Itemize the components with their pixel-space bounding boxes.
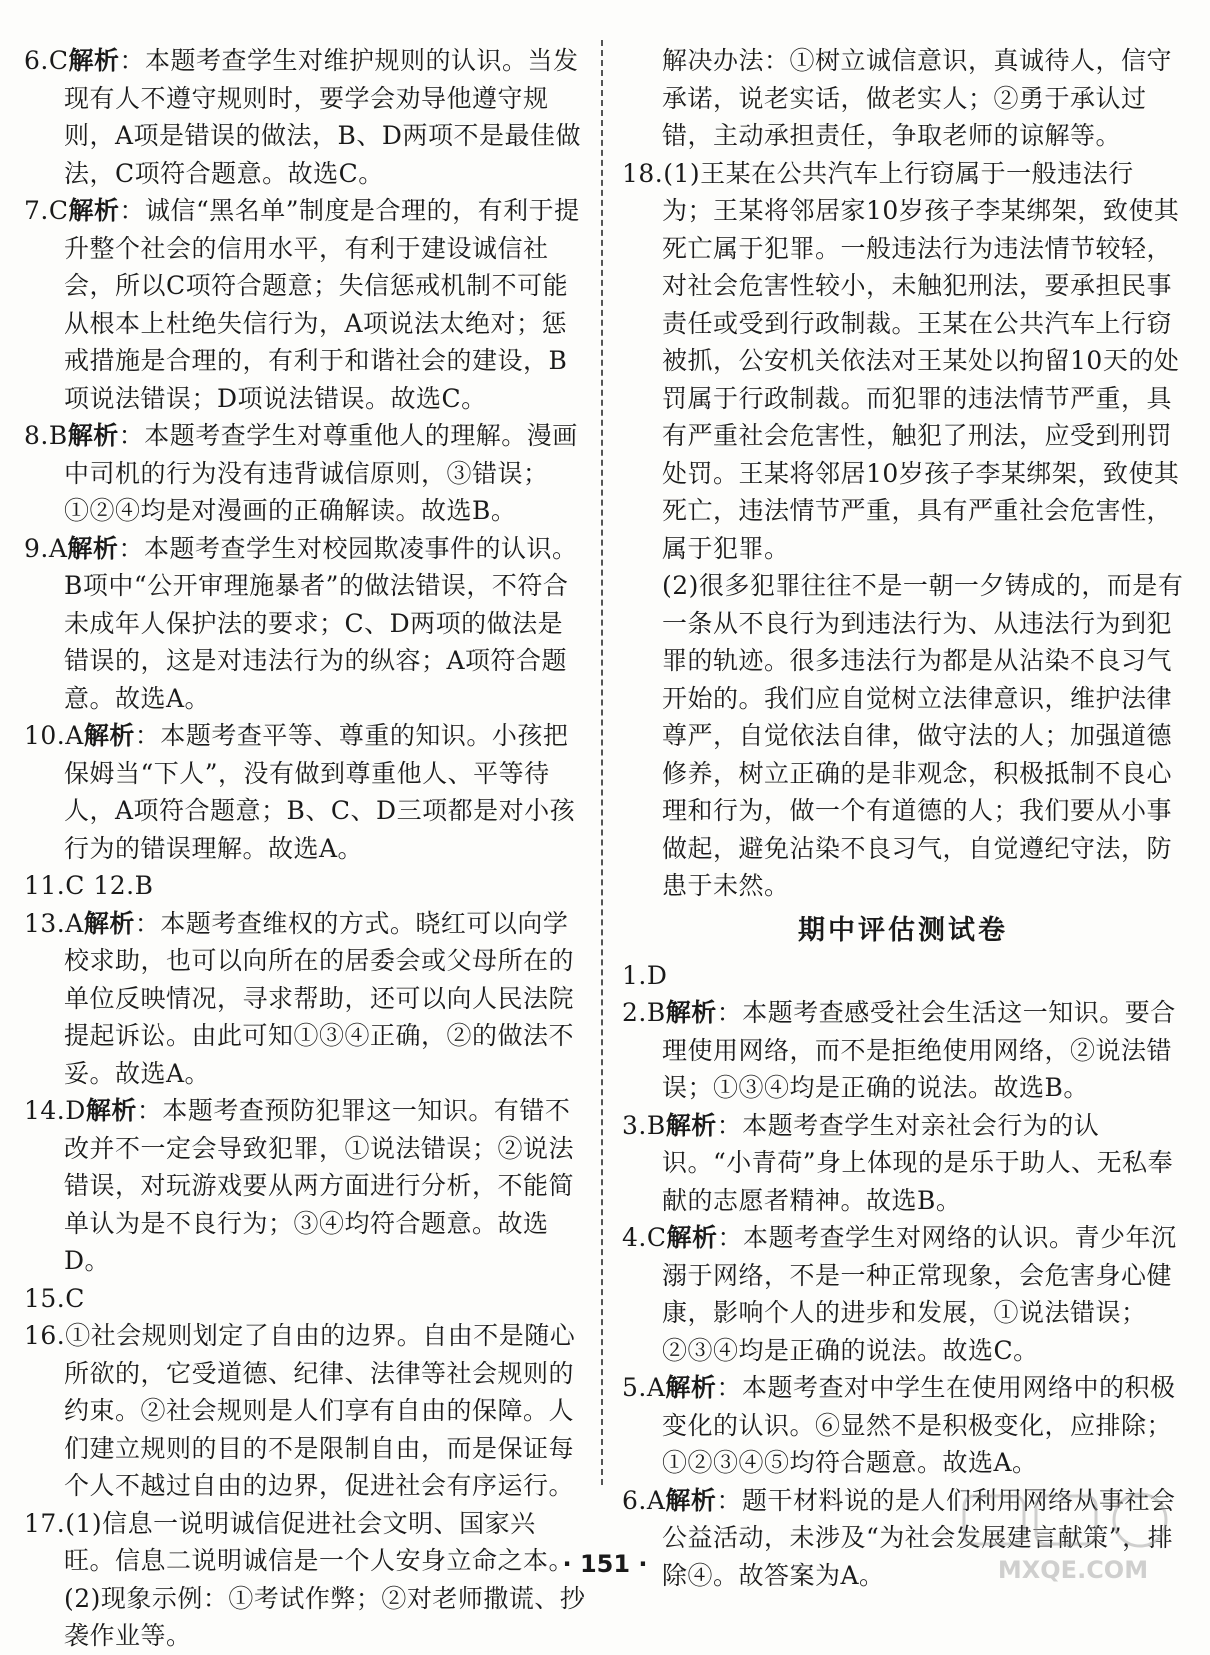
- answer-entry: [24, 192, 586, 417]
- analysis-label: 解析: [67, 533, 119, 563]
- answer-text: ：本题考查学生对尊重他人的理解。漫画中司机的行为没有违背诚信原则，③错误；①②④均是对漫画的正确解读。故选B。: [64, 421, 578, 525]
- answer-number: 6.C: [24, 46, 69, 75]
- answer-entry: [24, 42, 586, 192]
- answer-entry: [622, 567, 1184, 905]
- page-number: · 151 ·: [562, 1550, 648, 1578]
- answer-text: ：本题考查学生对网络的认识。青少年沉溺于网络，不是一种正常现象，会危害身心健康，影响个人的进步和发展，①说法错误；②③④均是正确的说法。故选C。: [662, 1223, 1177, 1365]
- answer-entry: [622, 1369, 1184, 1482]
- analysis-label: 解析: [83, 908, 135, 938]
- answer-text: (2)现象示例：①考试作弊；②对老师撒谎、抄袭作业等。: [64, 1583, 586, 1650]
- answer-entry: [24, 530, 586, 718]
- analysis-label: 解析: [665, 1485, 717, 1515]
- answer-entry: [622, 1219, 1184, 1369]
- analysis-label: 解析: [666, 1223, 718, 1252]
- analysis-label: 解析: [83, 721, 135, 750]
- answer-number: 11.C: [24, 871, 85, 900]
- answer-entry: [24, 867, 586, 905]
- answer-entry: [24, 1317, 586, 1505]
- answer-number: 8.B: [24, 421, 68, 450]
- analysis-label: 解析: [68, 46, 120, 75]
- answer-number: 6.A: [622, 1485, 666, 1515]
- answer-text: (1)信息一说明诚信促进社会文明、国家兴旺。信息二说明诚信是一个人安身立命之本。: [64, 1508, 575, 1575]
- answer-number: 14.D: [24, 1096, 86, 1125]
- answer-entry: [622, 994, 1184, 1107]
- analysis-label: 解析: [665, 1110, 717, 1140]
- answer-entry: [24, 1580, 586, 1655]
- answer-number: 2.B: [622, 998, 666, 1027]
- answer-number: 10.A: [24, 721, 84, 750]
- section-title: 期中评估测试卷: [798, 914, 1008, 946]
- left-column: [24, 42, 586, 1655]
- answer-entry: [24, 717, 586, 867]
- answer-number: 13.A: [24, 908, 84, 938]
- answer-text: ：本题考查维权的方式。晓红可以向学校求助，也可以向所在的居委会或父母所在的单位反映情况，寻求帮助，还可以向人民法院提起诉讼。由此可知①③④正确，②的做法不妥。故选A。: [64, 908, 575, 1088]
- answer-entry: [622, 1107, 1184, 1220]
- answer-text: ：本题考查学生对校园欺凌事件的认识。B项中“公开审理施暴者”的做法错误，不符合未成年人保护法的要求；C、D两项的做法是错误的，这是对违法行为的纵容；A项符合题意。故选A。: [64, 533, 578, 713]
- answer-text: ：本题考查对中学生在使用网络中的积极变化的认识。⑥显然不是积极变化，应排除；①②③④⑤均符合题意。故选A。: [662, 1373, 1176, 1477]
- answer-text: ：本题考查学生对维护规则的认识。当发现有人不遵守规则时，要学会劝导他遵守规则，A项是错误的做法，B、D两项不是最佳做法，C项符合题意。故选C。: [64, 46, 581, 188]
- analysis-label: 解析: [85, 1096, 137, 1125]
- answer-text: ：诚信“黑名单”制度是合理的，有利于提升整个社会的信用水平，有利于建设诚信社会，所以C项符合题意；失信惩戒机制不可能从根本上杜绝失信行为，A项说法太绝对；惩戒措施是合理的，有利于和谐社会的建设，B项说法错误；D项说法错误。故选C。: [64, 196, 580, 413]
- answer-text: (2)很多犯罪往往不是一朝一夕铸成的，而是有一条从不良行为到违法行为、从违法行为到犯罪的轨迹。很多违法行为都是从沾染不良习气开始的。我们应自觉树立法律意识，维护法律尊严，自觉依法自律，做守法的人；加强道德修养，树立正确的是非观念，积极抵制不良心理和行为，做一个有道德的人；我们要从小事做起，避免沾染不良习气，自觉遵纪守法，防患于未然。: [662, 571, 1184, 900]
- analysis-label: 解析: [665, 998, 717, 1027]
- watermark-text: MXQE.COM: [997, 1556, 1149, 1584]
- answer-number: 18.: [622, 158, 664, 188]
- answer-text: ：本题考查学生对亲社会行为的认识。“小青荷”身上体现的是乐于助人、无私奉献的志愿者精神。故选B。: [662, 1110, 1174, 1215]
- analysis-label: 解析: [67, 421, 119, 450]
- answer-text: ：本题考查感受社会生活这一知识。要合理使用网络，而不是拒绝使用网络，②说法错误；①③④均是正确的说法。故选B。: [662, 998, 1176, 1102]
- answer-number: 15.C: [24, 1283, 85, 1313]
- answer-number: 9.A: [24, 533, 68, 563]
- answer-text: 12.B: [84, 871, 154, 900]
- answer-text: ①社会规则划定了自由的边界。自由不是随心所欲的，它受道德、纪律、法律等社会规则的约束。②社会规则是人们享有自由的保障。人们建立规则的目的不是限制自由，而是保证每个人不越过自由的边界，促进社会有序运行。: [64, 1321, 576, 1500]
- answer-number: 16.: [24, 1321, 66, 1350]
- watermark-logo: [958, 1488, 1188, 1588]
- right-column: [622, 42, 1184, 1594]
- answer-entry: [622, 957, 1184, 995]
- answer-entry: [622, 155, 1184, 568]
- answer-number: 5.A: [622, 1373, 666, 1402]
- answer-entry: [24, 905, 586, 1093]
- answer-text: (1)王某在公共汽车上行窃属于一般违法行为；王某将邻居家10岁孩子李某绑架，致使其死亡属于犯罪。一般违法行为违法情节较轻，对社会危害性较小，未触犯刑法，要承担民事责任或受到行政制裁。王某在公共汽车上行窃被抓，公安机关依法对王某处以拘留10天的处罚属于行政制裁。而犯罪的违法情节严重，具有严重社会危害性，触犯了刑法，应受到刑罚处罚。王某将邻居10岁孩子李某绑架，致使其死亡，违法情节严重，具有严重社会危害性，属于犯罪。: [662, 158, 1180, 563]
- answer-entry: [24, 1280, 586, 1318]
- answer-number: 17.: [24, 1508, 66, 1538]
- analysis-label: 解析: [665, 1373, 717, 1402]
- answer-number: 3.B: [622, 1110, 666, 1140]
- answer-text: ：本题考查平等、尊重的知识。小孩把保姆当“下人”，没有做到尊重他人、平等待人，A项符合题意；B、C、D三项都是对小孩行为的错误理解。故选A。: [64, 721, 576, 863]
- answer-entry: [622, 42, 1184, 155]
- analysis-label: 解析: [68, 196, 120, 225]
- right-column-top: [622, 42, 1184, 905]
- answer-text: ：本题考查预防犯罪这一知识。有错不改并不一定会导致犯罪，①说法错误；②说法错误，对玩游戏要从两方面进行分析，不能简单认为是不良行为；③④均符合题意。故选D。: [64, 1096, 575, 1275]
- answer-number: 1.D: [622, 960, 668, 990]
- answer-text: ：题干材料说的是人们利用网络从事社会公益活动，未涉及“为社会发展建言献策”，排除④。故答案为A。: [662, 1485, 1176, 1590]
- answer-entry: [24, 417, 586, 530]
- column-divider: [601, 40, 603, 1485]
- answer-text: 解决办法：①树立诚信意识，真诚待人，信守承诺，说老实话，做老实人；②勇于承认过错，主动承担责任，争取老师的谅解等。: [662, 46, 1173, 150]
- answer-entry: [24, 1092, 586, 1280]
- answer-number: 4.C: [622, 1223, 667, 1252]
- answer-number: 7.C: [24, 196, 69, 225]
